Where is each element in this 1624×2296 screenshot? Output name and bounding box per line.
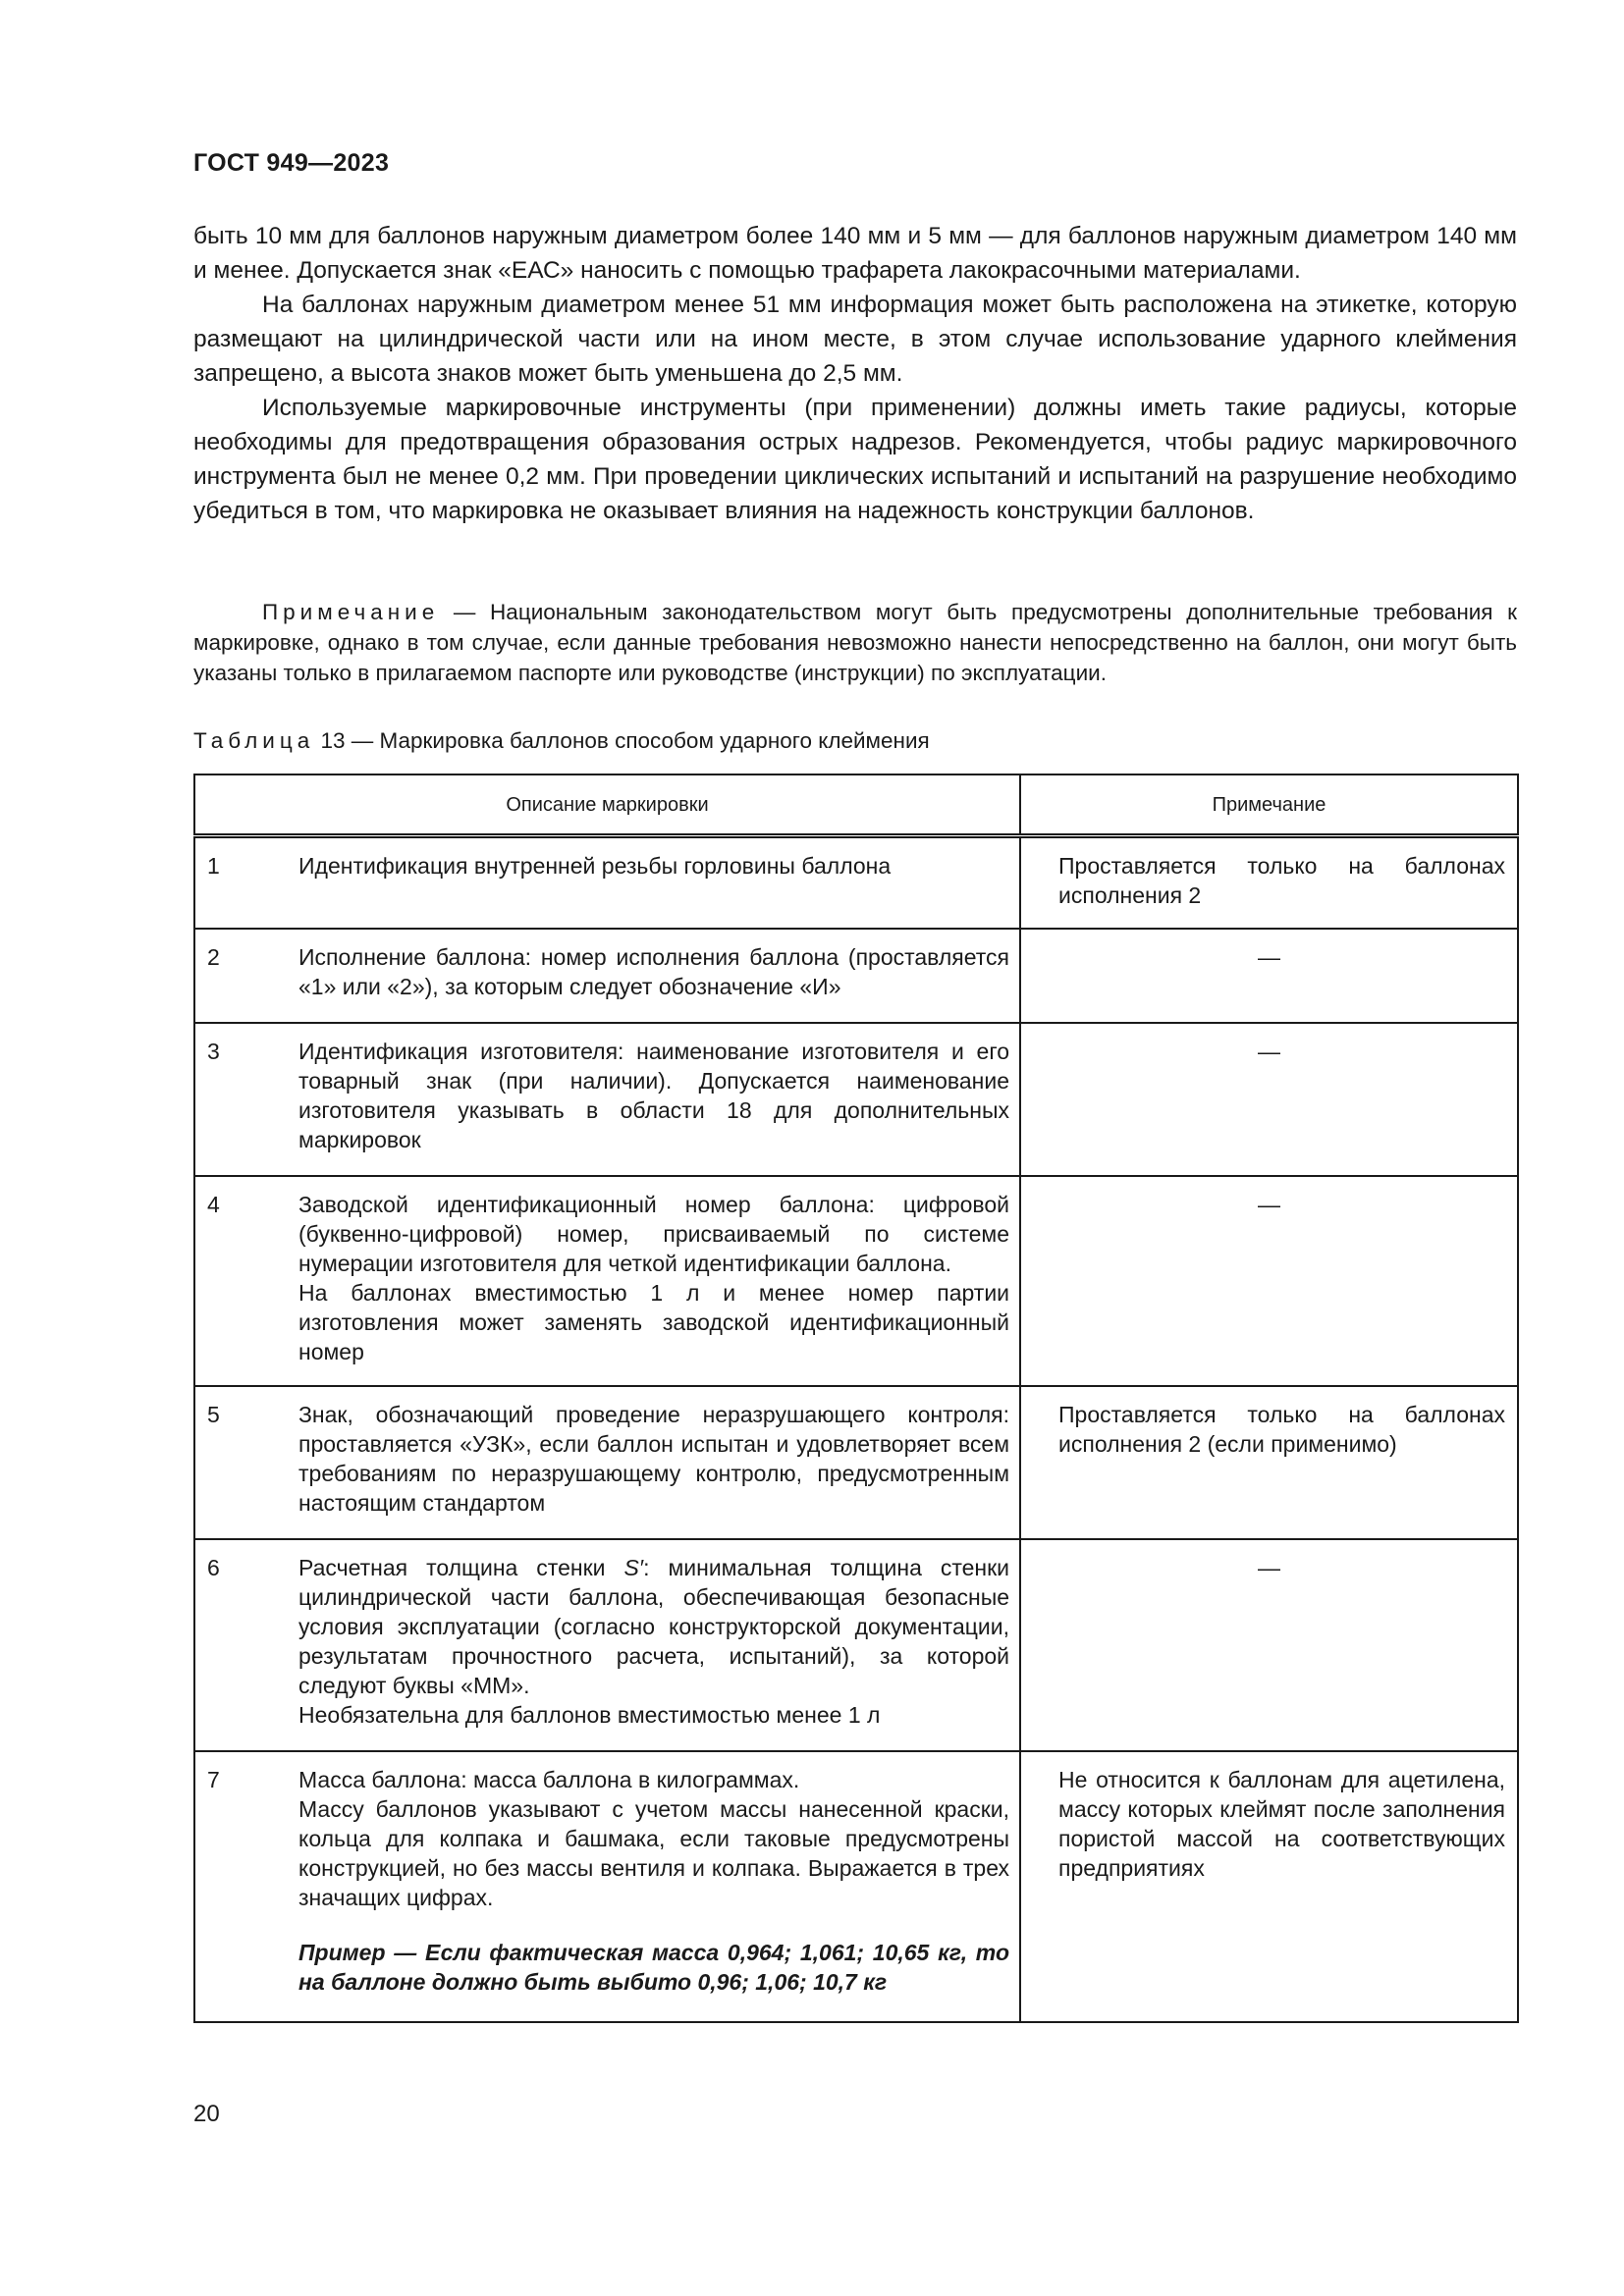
table-row [194, 1751, 1518, 2022]
table-header-row [194, 774, 1518, 836]
wall-thickness-symbol: S′ [623, 1554, 644, 1580]
row-description: Исполнение баллона: номер исполнения баллона (проставляется «1» или «2»), за которым следует обозначение «И» [298, 929, 1020, 1023]
description-line: Массу баллонов указывают с учетом массы нанесенной краски, кольца для колпака и башмака, если таковые предусмотрены конструкцией, но без массы вентиля и колпака. Выражается в трех значащих цифрах. [298, 1795, 1010, 1910]
paragraph: Используемые маркировочные инструменты (при применении) должны иметь такие радиусы, которые необходимы для предотвращения образования острых надрезов. Рекомендуется, чтобы радиус маркировочного инструмента был не менее 0,2 мм. При проведении циклических испытаний и испытаний на разрушение необходимо убедиться в том, что маркировка не оказывает влияния на надежность конструкции баллонов. [193, 395, 1517, 524]
table-row [194, 1176, 1518, 1386]
row-number: 4 [194, 1176, 298, 1386]
description-line: Расчетная толщина стенки S′: минимальная толщина стенки цилиндрической части баллона, обеспечивающая безопасные условия эксплуатации (согласно конструкторской документации, результатам прочностного расчета, испытаний), за которой следуют буквы «ММ». [298, 1554, 1010, 1698]
example-text: Пример — Если фактическая масса 0,964; 1,061; 10,65 кг, то на баллоне должно быть выбито 0,96; 1,06; 10,7 кг [298, 1939, 1010, 1995]
row-note: — [1020, 1176, 1518, 1386]
row-note: Не относится к баллонам для ацетилена, массу которых клеймят после заполнения пористой массой на соответствующих предприятиях [1020, 1751, 1518, 2022]
description-line: Масса баллона: масса баллона в килограммах. [298, 1766, 800, 1792]
paragraph: На баллонах наружным диаметром менее 51 мм информация может быть расположена на этикетке, которую размещают на цилиндрической части или на ином месте, в этом случае использование ударного клеймения запрещено, а высота знаков может быть уменьшена до 2,5 мм. [193, 292, 1517, 387]
table-row [194, 1023, 1518, 1176]
table-row [194, 1386, 1518, 1539]
row-number: 5 [194, 1386, 298, 1539]
description-line: Заводской идентификационный номер баллона: цифровой (буквенно-цифровой) номер, присваиваемый по системе нумерации изготовителя для четкой идентификации баллона. [298, 1191, 1010, 1276]
table-caption [193, 728, 930, 754]
description-line: На баллонах вместимостью 1 л и менее номер партии изготовления может заменять заводской идентификационный номер [298, 1279, 1010, 1364]
column-header-description: Описание маркировки [194, 774, 1020, 836]
row-number: 7 [194, 1751, 298, 2022]
row-note: — [1020, 1023, 1518, 1176]
row-description: Идентификация изготовителя: наименование изготовителя и его товарный знак (при наличии). Допускается наименование изготовителя указывать в области 18 для дополнительных маркировок [298, 1023, 1020, 1176]
page-number: 20 [193, 2101, 220, 2127]
row-note: — [1020, 929, 1518, 1023]
note [193, 597, 1517, 688]
note-label: Примечание [262, 600, 440, 624]
row-note: Проставляется только на баллонах исполнения 2 [1020, 836, 1518, 929]
row-note: Проставляется только на баллонах исполнения 2 (если применимо) [1020, 1386, 1518, 1539]
row-number: 3 [194, 1023, 298, 1176]
row-description [298, 1539, 1020, 1751]
row-description [298, 1751, 1020, 2022]
row-description: Знак, обозначающий проведение неразрушающего контроля: проставляется «УЗК», если баллон испытан и удовлетворяет всем требованиям по неразрушающему контролю, предусмотренным настоящим стандартом [298, 1386, 1020, 1539]
document-header: ГОСТ 949—2023 [193, 149, 390, 177]
table-row [194, 836, 1518, 929]
row-description: Идентификация внутренней резьбы горловины баллона [298, 836, 1020, 929]
marking-table [193, 774, 1517, 2023]
table-row [194, 929, 1518, 1023]
row-number: 1 [194, 836, 298, 929]
paragraph: быть 10 мм для баллонов наружным диаметром более 140 мм и 5 мм — для баллонов наружным диаметром 140 мм и менее. Допускается знак «ЕАС» наносить с помощью трафарета лакокрасочными материалами. [193, 223, 1517, 284]
note-text: — Национальным законодательством могут быть предусмотрены дополнительные требования к маркировке, однако в том случае, если данные требования невозможно нанести непосредственно на баллон, они могут быть указаны только в прилагаемом паспорте или руководстве (инструкции) по эксплуатации. [193, 600, 1517, 685]
table-caption-text: 13 — Маркировка баллонов способом ударного клеймения [314, 728, 930, 753]
row-note: — [1020, 1539, 1518, 1751]
row-description [298, 1176, 1020, 1386]
body-text [193, 219, 1517, 528]
row-number: 2 [194, 929, 298, 1023]
description-line: Необязательна для баллонов вместимостью менее 1 л [298, 1701, 881, 1728]
row-number: 6 [194, 1539, 298, 1751]
table-caption-label: Таблица [193, 728, 315, 753]
table-row [194, 1539, 1518, 1751]
column-header-note: Примечание [1020, 774, 1518, 836]
